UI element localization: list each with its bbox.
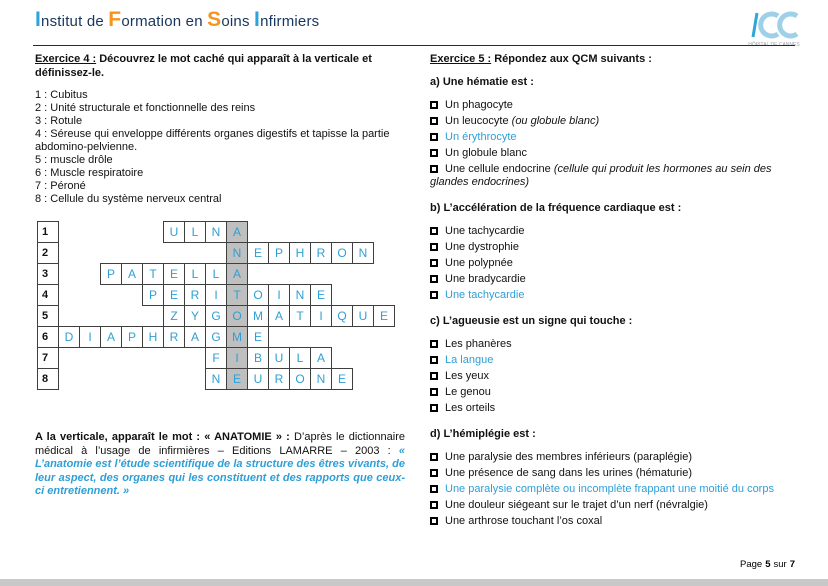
exercise4-heading-text: Découvrez le mot caché qui apparaît à la verticale et définissez-le. (35, 53, 372, 79)
checkbox-icon[interactable] (430, 133, 438, 141)
option-text: Les yeux (445, 369, 490, 382)
checkbox-icon[interactable] (430, 485, 438, 493)
clue-line: 6 : Muscle respiratoire (35, 167, 144, 179)
option-text: Un globule blanc (445, 146, 527, 159)
grid-letter-cell: I (310, 305, 332, 327)
grid-letter-cell: O (289, 368, 311, 390)
grid-letter-cell: I (268, 284, 290, 306)
crossword-grid (37, 221, 405, 391)
qcm-option (430, 289, 798, 302)
qcm-option (430, 515, 798, 528)
grid-number-cell: 3 (37, 263, 59, 285)
grid-letter-cell: L (184, 263, 206, 285)
grid-letter-cell: Z (163, 305, 185, 327)
clue-line: 5 : muscle drôle (35, 154, 113, 166)
question-label: a) Une hématie est : (430, 75, 534, 88)
checkbox-icon[interactable] (430, 340, 438, 348)
grid-number-cell: 6 (37, 326, 59, 348)
grid-letter-cell: N (205, 221, 227, 243)
grid-number-cell: 1 (37, 221, 59, 243)
grid-letter-cell: N (352, 242, 374, 264)
grid-letter-cell: R (184, 284, 206, 306)
grid-letter-cell: E (310, 284, 332, 306)
grid-letter-cell: E (373, 305, 395, 327)
grid-number-cell: 8 (37, 368, 59, 390)
option-text: (cellule qui produit les hormones au sein des glandes endocrines) (430, 162, 772, 188)
grid-letter-cell: O (226, 305, 248, 327)
title-segment: ormation en (121, 13, 208, 30)
clue-list (35, 89, 405, 206)
option-text: Une tachycardie (445, 224, 525, 237)
grid-letter-cell: G (205, 326, 227, 348)
conclusion-bold: A la verticale, apparaît le mot : « ANATOMIE » : (35, 431, 294, 443)
qcm-block (430, 428, 798, 528)
grid-letter-cell: A (226, 221, 248, 243)
grid-letter-cell: L (184, 221, 206, 243)
footer-page-label: Page (740, 559, 763, 570)
conclusion-definition: « L’anatomie est l’étude scientifique de la structure des êtres vivants, de leur aspect, des organes qui les constituent et des rapports que ceux-ci entretiennent. » (35, 444, 405, 497)
grid-letter-cell: P (268, 242, 290, 264)
qcm-block (430, 76, 798, 189)
institute-title (35, 8, 804, 32)
clue-line: 2 : Unité structurale et fonctionnelle des reins (35, 102, 256, 114)
grid-letter-cell: T (226, 284, 248, 306)
footer-page-number: 5 (765, 559, 771, 570)
grid-letter-cell: L (289, 347, 311, 369)
qcm-option (430, 131, 798, 144)
grid-letter-cell: H (142, 326, 164, 348)
grid-letter-cell: A (310, 347, 332, 369)
clue-line: 7 : Péroné (35, 180, 86, 192)
grid-letter-cell: O (331, 242, 353, 264)
question-label: d) L’hémiplégie est : (430, 427, 536, 440)
checkbox-icon[interactable] (430, 291, 438, 299)
grid-letter-cell: A (184, 326, 206, 348)
grid-letter-cell: L (205, 263, 227, 285)
clue-line: 8 : Cellule du système nerveux central (35, 193, 222, 205)
exercise5-heading-text: Répondez aux QCM suivants : (491, 53, 652, 65)
checkbox-icon[interactable] (430, 165, 438, 173)
grid-letter-cell: N (310, 368, 332, 390)
grid-letter-cell: E (247, 326, 269, 348)
qcm-option (430, 147, 798, 160)
qcm-option (430, 483, 798, 496)
qcm-option (430, 370, 798, 383)
conclusion-paragraph (35, 431, 405, 499)
checkbox-icon[interactable] (430, 501, 438, 509)
grid-letter-cell: Q (331, 305, 353, 327)
exercise5-heading-number: Exercice 5 : (430, 53, 492, 65)
checkbox-icon[interactable] (430, 117, 438, 125)
qcm-option (430, 499, 798, 512)
checkbox-icon[interactable] (430, 101, 438, 109)
option-text: Un érythrocyte (445, 130, 517, 143)
qcm-block (430, 202, 798, 302)
qcm-option (430, 99, 798, 112)
option-text: Un phagocyte (445, 98, 513, 111)
option-text: Une dystrophie (445, 240, 519, 253)
option-text: Une arthrose touchant l’os coxal (445, 514, 603, 527)
checkbox-icon[interactable] (430, 243, 438, 251)
grid-letter-cell: G (205, 305, 227, 327)
title-segment: nstitut de (41, 13, 109, 30)
grid-letter-cell: O (247, 284, 269, 306)
grid-letter-cell: E (226, 368, 248, 390)
grid-letter-cell: R (268, 368, 290, 390)
option-text: Les orteils (445, 401, 496, 414)
option-text: Une polypnée (445, 256, 513, 269)
grid-number-cell: 4 (37, 284, 59, 306)
grid-number-cell: 2 (37, 242, 59, 264)
qcm-option (430, 241, 798, 254)
clue-line: 3 : Rotule (35, 115, 83, 127)
grid-letter-cell: U (163, 221, 185, 243)
qcm-option (430, 451, 798, 464)
grid-number-cell: 5 (37, 305, 59, 327)
exercise4-heading (35, 53, 405, 80)
header-divider (33, 45, 795, 46)
qcm-option (430, 163, 798, 189)
grid-letter-cell: N (226, 242, 248, 264)
checkbox-icon[interactable] (430, 275, 438, 283)
grid-letter-cell: A (100, 326, 122, 348)
grid-letter-cell: E (331, 368, 353, 390)
option-text: Les phanères (445, 337, 512, 350)
grid-letter-cell: U (352, 305, 374, 327)
grid-letter-cell: E (163, 263, 185, 285)
title-segment: S (207, 8, 222, 31)
page-footer (737, 559, 795, 570)
grid-letter-cell: P (100, 263, 122, 285)
grid-letter-cell: M (226, 326, 248, 348)
hospital-logo-icon (742, 8, 804, 48)
qcm-option (430, 402, 798, 415)
checkbox-icon[interactable] (430, 259, 438, 267)
grid-letter-cell: H (289, 242, 311, 264)
grid-letter-cell: Y (184, 305, 206, 327)
grid-letter-cell: D (58, 326, 80, 348)
grid-letter-cell: A (121, 263, 143, 285)
right-column (430, 53, 798, 541)
footer-page-total: 7 (789, 559, 795, 570)
checkbox-icon[interactable] (430, 227, 438, 235)
question-label: b) L’accélération de la fréquence cardiaque est : (430, 201, 682, 214)
checkbox-icon[interactable] (430, 469, 438, 477)
option-text: Une présence de sang dans les urines (hématurie) (445, 466, 693, 479)
option-text: Une paralysie des membres inférieurs (paraplégie) (445, 450, 693, 463)
grid-letter-cell: I (205, 284, 227, 306)
grid-letter-cell: T (289, 305, 311, 327)
exercise4-heading-number: Exercice 4 : (35, 53, 97, 65)
grid-letter-cell: N (289, 284, 311, 306)
grid-letter-cell: P (142, 284, 164, 306)
grid-letter-cell: I (79, 326, 101, 348)
clue-line: 4 : Séreuse qui enveloppe différents organes digestifs et tapisse la partie abdomino-pelvienne. (35, 128, 390, 153)
checkbox-icon[interactable] (430, 356, 438, 364)
grid-letter-cell: F (205, 347, 227, 369)
qcm-option (430, 338, 798, 351)
option-text: Une douleur siégeant sur le trajet d’un nerf (névralgie) (445, 498, 708, 511)
exercise5-heading (430, 53, 798, 67)
checkbox-icon[interactable] (430, 517, 438, 525)
qcm-option (430, 115, 798, 128)
grid-letter-cell: A (226, 263, 248, 285)
checkbox-icon[interactable] (430, 453, 438, 461)
qcm-block (430, 315, 798, 415)
option-text: Une tachycardie (445, 288, 525, 301)
grid-letter-cell: A (268, 305, 290, 327)
grid-number-cell: 7 (37, 347, 59, 369)
qcm-questions (430, 76, 798, 528)
grid-letter-cell: E (163, 284, 185, 306)
qcm-option (430, 225, 798, 238)
option-text: (ou globule blanc) (511, 114, 600, 127)
checkbox-icon[interactable] (430, 404, 438, 412)
grid-letter-cell: P (121, 326, 143, 348)
grid-letter-cell: B (247, 347, 269, 369)
title-segment: I (254, 8, 261, 31)
grid-letter-cell: N (205, 368, 227, 390)
title-segment: F (108, 8, 122, 31)
clue-line: 1 : Cubitus (35, 89, 88, 101)
checkbox-icon[interactable] (430, 388, 438, 396)
title-segment: I (35, 8, 42, 31)
checkbox-icon[interactable] (430, 372, 438, 380)
grid-letter-cell: I (226, 347, 248, 369)
title-segment: oins (221, 13, 255, 30)
qcm-option (430, 354, 798, 367)
qcm-option (430, 273, 798, 286)
qcm-option (430, 386, 798, 399)
grid-letter-cell: R (163, 326, 185, 348)
option-text: Un leucocyte (445, 114, 512, 127)
conclusion-normal: D’après le dictionnaire médical à l’usage de infirmières – Editions LAMARRE – 2003 : (35, 431, 405, 457)
title-segment: nfirmiers (260, 13, 320, 30)
grid-letter-cell: U (247, 368, 269, 390)
page-edge (0, 579, 828, 586)
grid-letter-cell: T (142, 263, 164, 285)
grid-letter-cell: E (247, 242, 269, 264)
grid-letter-cell: U (268, 347, 290, 369)
option-text: Une paralysie complète ou incomplète frappant une moitié du corps (445, 482, 774, 495)
grid-letter-cell: R (310, 242, 332, 264)
left-column (35, 53, 405, 499)
checkbox-icon[interactable] (430, 149, 438, 157)
option-text: Une bradycardie (445, 272, 526, 285)
qcm-option (430, 257, 798, 270)
hospital-logo-caption: HÔPITAL DE CANNES (748, 42, 800, 48)
option-text: Une cellule endocrine (445, 162, 554, 175)
footer-sur-label: sur (773, 559, 787, 570)
qcm-option (430, 467, 798, 480)
hospital-logo (742, 8, 804, 53)
question-label: c) L’agueusie est un signe qui touche : (430, 314, 633, 327)
option-text: La langue (445, 353, 494, 366)
header (35, 8, 804, 48)
grid-letter-cell: M (247, 305, 269, 327)
option-text: Le genou (445, 385, 491, 398)
